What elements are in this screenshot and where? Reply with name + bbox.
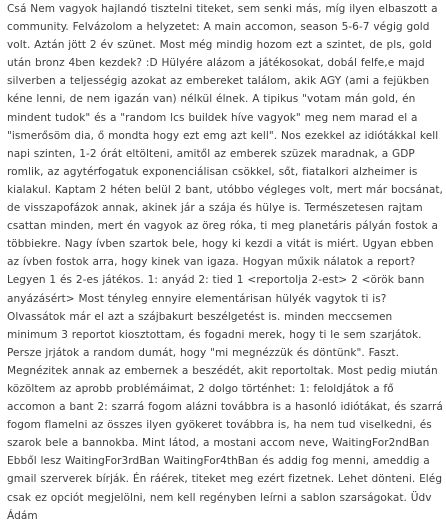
post-body-text: Csá Nem vagyok hajlandó tisztelni titeket, sem senki más, míg ilyen elbaszott a community. Felvázolom a helyzetet: A main accomon, season 5-6-7 végig gold volt. Aztán jött 2 év szünet. Most még mindig hozom ezt a szintet, de pls, gold után bronz 4ben kezdek? :D Hülyére alázom a játékosokat, dobál felfe,e majd silverben a teljességig azokat az embereket találom, akik AGY (ami a fejükben kéne lenni, de nem igazán van) nélkül élnek. A tipikus "votam mán gold, én mindent tudok" és a "random lcs buildek híve vagyok" meg nem marad el a "ismerősöm dia, ő mondta hogy ezt emg azt kell". Nos ezekkel az idiótákkal kell napi szinten, 1-2 órát eltölteni, amitől az emberek szüzek maradnak, a GDP romlik, az agytérfogatuk exponenciálisan csökkel, sőt, fiatalkori alzheimer is kialakul. Kaptam 2 héten belül 2 bant, utóbbo végleges volt, mert már bocsánat, de visszapofázok annak, akinek jár a szája és hülye is. Természetesen rajtam csattan minden, mert én vagyok az öreg róka, ti meg planetáris pályán fostok a többiekre. Nagy ívben szartok bele, hogy ki kezdi a vitát is miért. Ugyan ebben az ívben fostok arra, hogy kinek van igaza. Hogyan műxik nálatok a report? Legyen 1 és 2-es játékos. 1: anyád 2: tied 1 <reportolja 2-est> 2 <örök bann anyázásért> Most tényleg ennyire elementárisan hülyék vagytok ti is? Olvassátok már el azt a szájbakurt beszélgetést is. minden meccsemen minimum 3 reportot kiosztottam, és fogadni merek, hogy ti le sem szarjátok. Persze jrjátok a random dumát, hogy "mi megnézzük és döntünk". Faszt. Megnézitek annak az embernek a beszédét, akit reportoltak. Most pedig miután közöltem az aprobb problémáimat, 2 dolgo történhet: 1: feloldjátok a fő accomon a bant 2: szarrá fogom alázni továbbra is a hasonló idiótákat, és szarrá fogom flamelni az összes ilyen gyökeret továbbra is, ha nem tud viselkedni, és szarok bele a bannokba. Mint látod, a mostani accom neve, WaitingFor2ndBan Ebből lesz WaitingFor3rdBan WaitingFor4thBan és addig fog menni, ameddig a gmail szerverek bírják. Én ráérek, titeket meg ezért fizetnek. Lehet dönteni. Elég csak ez opciót megjelölni, nem kell regényben leírni a sablon szarságokat. Üdv Ádám xyxy=(7,3,443,522)
